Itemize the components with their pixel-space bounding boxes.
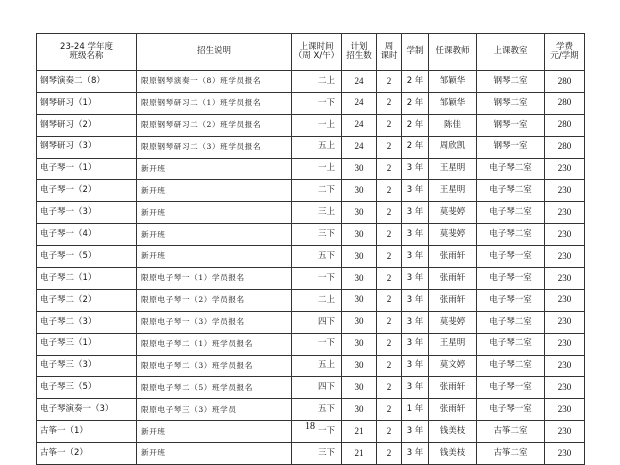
class-name-cell: 电子琴演奏一（3） [37,399,137,421]
teacher-cell: 王星明 [429,333,477,355]
class-name-cell: 钢琴演奏二（8） [37,71,137,93]
class-time-cell: 一下 [292,333,342,355]
class-name-cell: 电子琴三（1） [37,333,137,355]
duration-cell: 3 年 [402,158,429,180]
planned-quota-cell: 24 [342,114,377,136]
class-time-cell: 二上 [292,289,342,311]
duration-cell: 2 年 [402,114,429,136]
table-row [37,136,585,158]
class-name-cell: 电子琴一（3） [37,202,137,224]
class-time-cell: 五上 [292,136,342,158]
class-time-cell: 五下 [292,246,342,268]
planned-quota-cell: 30 [342,268,377,290]
teacher-cell: 张雨轩 [429,289,477,311]
weekly-hours-cell: 2 [377,443,402,465]
weekly-hours-cell: 2 [377,92,402,114]
planned-quota-cell: 30 [342,289,377,311]
tuition-cell: 230 [545,268,585,290]
class-time-cell: 五上 [292,355,342,377]
class-name-cell: 电子琴一（2） [37,180,137,202]
class-time-cell: 二上 [292,71,342,93]
course-schedule-table [36,33,585,465]
duration-cell: 1 年 [402,399,429,421]
header-class-time: 上课时间 （周 X/午） [292,34,342,71]
planned-quota-cell: 24 [342,136,377,158]
header-row [37,34,585,71]
class-time-cell: 三下 [292,224,342,246]
classroom-cell: 电子琴二室 [477,355,545,377]
planned-quota-cell: 30 [342,246,377,268]
tuition-cell: 280 [545,71,585,93]
planned-quota-cell: 24 [342,92,377,114]
planned-quota-cell: 30 [342,333,377,355]
table-row [37,224,585,246]
weekly-hours-cell: 2 [377,114,402,136]
enrollment-note-cell: 限原电子琴二（3）班学员报名 [137,355,292,377]
teacher-cell: 张雨轩 [429,246,477,268]
enrollment-note-cell: 限原钢琴研习二（1）班学员报名 [137,92,292,114]
weekly-hours-cell: 2 [377,311,402,333]
weekly-hours-cell: 2 [377,421,402,443]
tuition-cell: 230 [545,333,585,355]
teacher-cell: 王星明 [429,180,477,202]
tuition-cell: 230 [545,443,585,465]
weekly-hours-cell: 2 [377,355,402,377]
enrollment-note-cell: 限原钢琴研习二（2）班学员报名 [137,114,292,136]
tuition-cell: 280 [545,114,585,136]
teacher-cell: 莫斐婷 [429,202,477,224]
table-row [37,202,585,224]
table-row [37,180,585,202]
classroom-cell: 电子琴二室 [477,158,545,180]
weekly-hours-cell: 2 [377,333,402,355]
class-time-cell: 一上 [292,114,342,136]
class-time-cell: 二下 [292,180,342,202]
enrollment-note-cell: 新开班 [137,246,292,268]
duration-cell: 2 年 [402,71,429,93]
planned-quota-cell: 30 [342,355,377,377]
teacher-cell: 张雨轩 [429,377,477,399]
tuition-cell: 230 [545,377,585,399]
duration-cell: 2 年 [402,92,429,114]
table-body [37,71,585,465]
duration-cell: 3 年 [402,333,429,355]
duration-cell: 2 年 [402,136,429,158]
teacher-cell: 王星明 [429,158,477,180]
table-row [37,114,585,136]
header-enrollment-note: 招生说明 [137,34,292,71]
enrollment-note-cell: 新开班 [137,180,292,202]
planned-quota-cell: 30 [342,377,377,399]
header-tuition: 学费 元/学期 [545,34,585,71]
weekly-hours-cell: 2 [377,246,402,268]
class-name-cell: 电子琴二（3） [37,311,137,333]
duration-cell: 3 年 [402,180,429,202]
class-time-cell: 一下 [292,421,342,443]
enrollment-note-cell: 限原钢琴演奏一（8）班学员报名 [137,71,292,93]
enrollment-note-cell: 限原电子琴一（1）学员报名 [137,268,292,290]
class-name-cell: 古筝一（2） [37,443,137,465]
teacher-cell: 钱美枝 [429,443,477,465]
class-name-cell: 电子琴二（2） [37,289,137,311]
duration-cell: 3 年 [402,311,429,333]
classroom-cell: 钢琴一室 [477,136,545,158]
enrollment-note-cell: 新开班 [137,224,292,246]
class-time-cell: 三上 [292,202,342,224]
teacher-cell: 张雨轩 [429,399,477,421]
class-time-cell: 四下 [292,377,342,399]
table-header [37,34,585,71]
classroom-cell: 电子琴二室 [477,333,545,355]
classroom-cell: 电子琴一室 [477,246,545,268]
classroom-cell: 电子琴一室 [477,377,545,399]
enrollment-note-cell: 限原电子琴一（2）学员报名 [137,289,292,311]
weekly-hours-cell: 2 [377,180,402,202]
class-time-cell: 一下 [292,92,342,114]
class-name-cell: 古筝一（1） [37,421,137,443]
table-row [37,71,585,93]
classroom-cell: 电子琴二室 [477,311,545,333]
teacher-cell: 钱美枝 [429,421,477,443]
classroom-cell: 电子琴一室 [477,399,545,421]
enrollment-note-cell: 新开班 [137,158,292,180]
planned-quota-cell: 21 [342,443,377,465]
classroom-cell: 电子琴一室 [477,268,545,290]
tuition-cell: 280 [545,92,585,114]
class-time-cell: 一上 [292,158,342,180]
planned-quota-cell: 24 [342,71,377,93]
weekly-hours-cell: 2 [377,71,402,93]
class-name-cell: 钢琴研习（2） [37,114,137,136]
class-time-cell: 三下 [292,443,342,465]
weekly-hours-cell: 2 [377,158,402,180]
planned-quota-cell: 30 [342,224,377,246]
teacher-cell: 邹颖华 [429,71,477,93]
class-name-cell: 钢琴研习（1） [37,92,137,114]
duration-cell: 3 年 [402,268,429,290]
class-time-cell: 五下 [292,399,342,421]
table-row [37,158,585,180]
table-row [37,443,585,465]
weekly-hours-cell: 2 [377,289,402,311]
tuition-cell: 230 [545,289,585,311]
table-row [37,289,585,311]
table-row [37,311,585,333]
class-name-cell: 钢琴研习（3） [37,136,137,158]
classroom-cell: 电子琴二室 [477,202,545,224]
class-name-cell: 电子琴三（3） [37,355,137,377]
enrollment-note-cell: 限原电子琴三（3）班学员 [137,399,292,421]
class-name-cell: 电子琴三（5） [37,377,137,399]
planned-quota-cell: 21 [342,421,377,443]
classroom-cell: 钢琴二室 [477,92,545,114]
teacher-cell: 张雨轩 [429,268,477,290]
classroom-cell: 电子琴一室 [477,289,545,311]
header-planned-quota: 计划 招生数 [342,34,377,71]
class-name-cell: 电子琴二（1） [37,268,137,290]
planned-quota-cell: 30 [342,202,377,224]
table-row [37,333,585,355]
teacher-cell: 莫文婷 [429,355,477,377]
class-time-cell: 一下 [292,268,342,290]
tuition-cell: 230 [545,399,585,421]
header-teacher: 任课教师 [429,34,477,71]
weekly-hours-cell: 2 [377,202,402,224]
enrollment-note-cell: 限原电子琴二（5）班学员报名 [137,377,292,399]
class-name-cell: 电子琴一（1） [37,158,137,180]
planned-quota-cell: 30 [342,158,377,180]
table-row [37,399,585,421]
class-time-cell: 四下 [292,311,342,333]
weekly-hours-cell: 2 [377,224,402,246]
teacher-cell: 周欣凯 [429,136,477,158]
weekly-hours-cell: 2 [377,377,402,399]
weekly-hours-cell: 2 [377,268,402,290]
tuition-cell: 230 [545,180,585,202]
page-number: 18 [305,421,315,432]
table-row [37,246,585,268]
tuition-cell: 230 [545,224,585,246]
duration-cell: 3 年 [402,355,429,377]
teacher-cell: 莫斐婷 [429,311,477,333]
classroom-cell: 电子琴二室 [477,180,545,202]
header-weekly-hours: 周 课时 [377,34,402,71]
tuition-cell: 230 [545,355,585,377]
enrollment-note-cell: 新开班 [137,443,292,465]
table-row [37,377,585,399]
classroom-cell: 钢琴一室 [477,114,545,136]
enrollment-note-cell: 新开班 [137,202,292,224]
enrollment-note-cell: 限原电子琴二（1）班学员报名 [137,333,292,355]
header-class-name: 23-24 学年度 班级名称 [37,34,137,71]
classroom-cell: 电子琴二室 [477,224,545,246]
weekly-hours-cell: 2 [377,136,402,158]
duration-cell: 3 年 [402,421,429,443]
planned-quota-cell: 30 [342,180,377,202]
duration-cell: 3 年 [402,377,429,399]
enrollment-note-cell: 限原钢琴研习二（3）班学员报名 [137,136,292,158]
duration-cell: 3 年 [402,202,429,224]
planned-quota-cell: 30 [342,399,377,421]
teacher-cell: 邹颖华 [429,92,477,114]
classroom-cell: 古筝二室 [477,443,545,465]
duration-cell: 3 年 [402,289,429,311]
tuition-cell: 230 [545,421,585,443]
class-name-cell: 电子琴一（4） [37,224,137,246]
table-row [37,355,585,377]
tuition-cell: 230 [545,158,585,180]
duration-cell: 3 年 [402,246,429,268]
teacher-cell: 陈佳 [429,114,477,136]
teacher-cell: 莫斐婷 [429,224,477,246]
class-name-cell: 电子琴一（5） [37,246,137,268]
tuition-cell: 230 [545,202,585,224]
classroom-cell: 古筝二室 [477,421,545,443]
tuition-cell: 230 [545,246,585,268]
tuition-cell: 230 [545,311,585,333]
duration-cell: 3 年 [402,443,429,465]
table-row [37,92,585,114]
table-row [37,268,585,290]
header-duration: 学制 [402,34,429,71]
classroom-cell: 钢琴二室 [477,71,545,93]
tuition-cell: 280 [545,136,585,158]
weekly-hours-cell: 2 [377,399,402,421]
enrollment-note-cell: 限原电子琴一（3）学员报名 [137,311,292,333]
enrollment-note-cell: 新开班 [137,421,292,443]
duration-cell: 3 年 [402,224,429,246]
header-classroom: 上课教室 [477,34,545,71]
planned-quota-cell: 30 [342,311,377,333]
